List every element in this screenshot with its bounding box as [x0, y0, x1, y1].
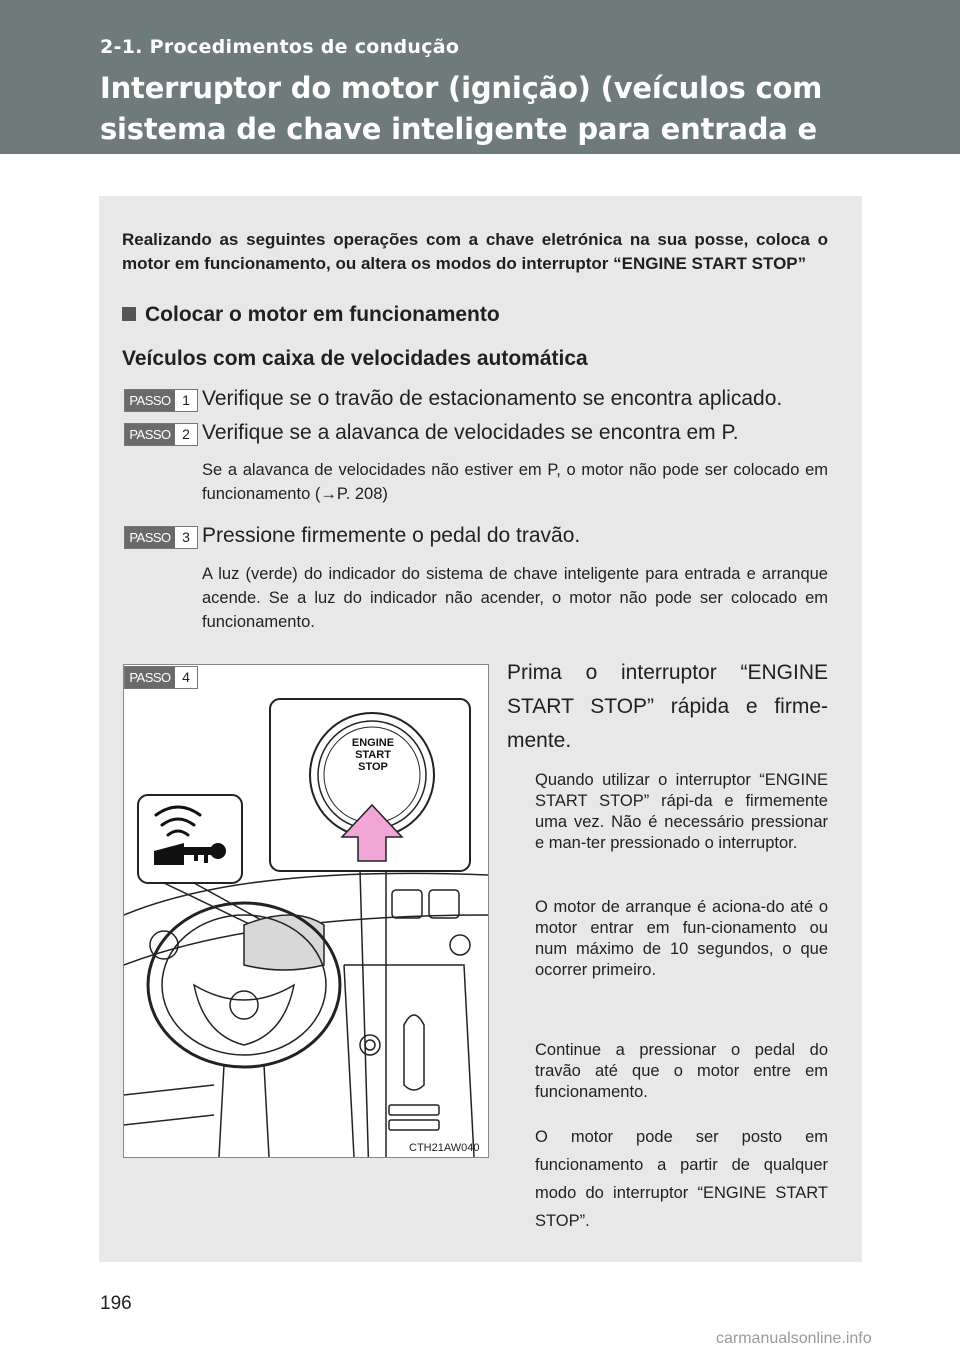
step-4-note-1: Quando utilizar o interruptor “ENGINE START STOP” rápi-da e firmemente uma vez. Não é necessário pressionar e man-ter pressionado o interruptor.: [535, 771, 828, 852]
step-4-text: Prima o interruptor “ENGINE START STOP” rápida e firme-mente.: [507, 661, 828, 752]
step-badge-label: PASSO: [125, 527, 175, 548]
button-text-line2: START: [355, 749, 391, 761]
step-badge-label: PASSO: [125, 390, 175, 411]
step-3-note: A luz (verde) do indicador do sistema de chave inteligente para entrada e arranque acende. Se a luz do indicador não acender, o motor não pode ser colocado em funcionamento.: [202, 565, 828, 631]
watermark: carmanualsonline.info: [716, 1330, 872, 1347]
dashboard-drawing: [124, 665, 488, 1157]
ignition-illustration: [123, 664, 489, 1158]
intro-paragraph: Realizando as seguintes operações com a chave eletrónica na sua posse, coloca o motor em funcionamento, ou altera os modos do interruptor “ENGINE START STOP”: [122, 230, 828, 273]
step-badge-number: 3: [182, 529, 190, 545]
step-4-note-3: Continue a pressionar o pedal do travão até que o motor entre em funcionamento.: [535, 1041, 828, 1101]
step-badge-label: PASSO: [125, 667, 175, 688]
step-2-text: Verifique se a alavanca de velocidades se encontra em P.: [202, 421, 739, 444]
step-badge-4: [124, 666, 198, 689]
section-label: 2-1. Procedimentos de condução: [100, 36, 460, 58]
chapter-header: [0, 0, 960, 187]
step-badge-label: PASSO: [125, 424, 175, 445]
subheading: [122, 303, 500, 327]
step-badge-1: [124, 389, 198, 412]
step-2-note: Se a alavanca de velocidades não estiver em P, o motor não pode ser colocado em funcionamento (→P. 208): [202, 461, 828, 503]
page-number: 196: [100, 1293, 132, 1314]
step-badge-number: 1: [182, 392, 190, 408]
button-text-line3: STOP: [358, 761, 388, 773]
vehicle-heading: Veículos com caixa de velocidades automática: [122, 347, 588, 370]
step-badge-number: 2: [182, 426, 190, 442]
page-title: Interruptor do motor (ignição) (veículos com sistema de chave inteligente para entrada e arranque): [100, 71, 823, 187]
button-text-line1: ENGINE: [351, 737, 395, 749]
step-4-note-2: O motor de arranque é aciona-do até o motor entrar em fun-cionamento ou num máximo de 10 segundos, o que ocorrer primeiro.: [535, 898, 828, 979]
step-badge-3: [124, 526, 198, 549]
step-badge-2: [124, 423, 198, 446]
step-4-note-4: O motor pode ser posto em funcionamento a partir de qualquer modo do interruptor “ENGINE START STOP”.: [535, 1128, 828, 1230]
engine-start-stop-button: [348, 737, 398, 773]
illustration-code: CTH21AW040: [409, 1142, 480, 1154]
subheading-text: Colocar o motor em funcionamento: [145, 303, 500, 326]
step-badge-number: 4: [182, 669, 190, 685]
step-3-text: Pressione firmemente o pedal do travão.: [202, 524, 581, 547]
step-1-text: Verifique se o travão de estacionamento se encontra aplicado.: [202, 387, 783, 410]
square-bullet-icon: [122, 307, 136, 321]
